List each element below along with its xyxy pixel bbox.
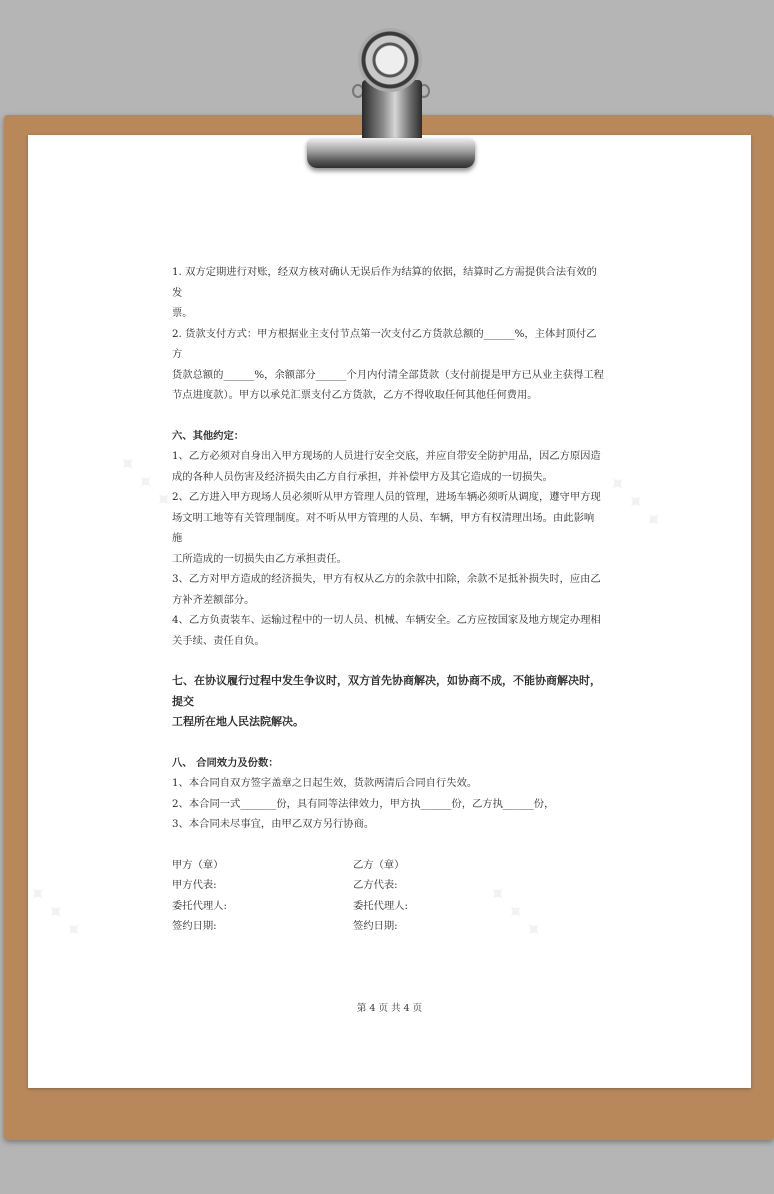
section-8-heading: 八、 合同效力及份数： <box>172 756 279 769</box>
party-a-agent: 委托代理人: <box>172 899 227 912</box>
section-6-line: 场文明工地等有关管理制度。对不听从甲方管理的人员、车辆，甲方有权清理出场。由此影响施 <box>172 511 595 544</box>
section-6-line: 方补齐差额部分。 <box>172 593 255 606</box>
party-a-date: 签约日期: <box>172 920 217 932</box>
binder-clip-bar <box>307 138 475 168</box>
payment-clause-1: 1. 双方定期进行对账，经双方核对确认无误后作为结算的依据，结算时乙方需提供合法有效的发 <box>172 266 597 299</box>
section-8-line: 3、本合同未尽事宜，由甲乙双方另行协商。 <box>172 818 375 830</box>
watermark-mark: ✦ ✦ ✦ <box>111 449 178 516</box>
section-6-line: 3、乙方对甲方造成的经济损失，甲方有权从乙方的余款中扣除，余款不足抵补损失时，应由乙 <box>172 573 601 585</box>
watermark-mark: ✦ ✦ ✦ <box>481 879 548 946</box>
section-6-line: 2、乙方进入甲方现场人员必须听从甲方管理人员的管理，进场车辆必须听从调度，遵守甲方现 <box>172 491 601 503</box>
party-b-date: 签约日期: <box>353 920 398 932</box>
page-number: 第 4 页 共 4 页 <box>356 1003 423 1014</box>
payment-clause-2: 2. 货款支付方式：甲方根据业主支付节点第一次支付乙方货款总额的______%，主体封顶付乙方 <box>172 327 597 360</box>
party-b-representative: 乙方代表: <box>353 879 398 891</box>
document-body <box>172 262 604 937</box>
section-6-line: 关手续、责任自负。 <box>172 634 265 647</box>
section-8-line: 2、本合同一式_______份，具有同等法律效力，甲方执______份，乙方执______份， <box>172 797 555 810</box>
binder-clip-ring <box>358 28 422 92</box>
watermark-mark: ✦ ✦ ✦ <box>601 469 668 536</box>
signature-row <box>172 896 604 917</box>
signature-row <box>172 875 604 896</box>
section-8-line: 1、本合同自双方签字盖章之日起生效，货款两清后合同自行失效。 <box>172 777 478 789</box>
section-6-heading: 六、其他约定： <box>172 429 245 442</box>
payment-clause-1-cont: 票。 <box>172 307 193 319</box>
section-6-line: 1、乙方必须对自身出入甲方现场的人员进行安全交底，并应自带安全防护用品，因乙方原因造 <box>172 450 601 462</box>
section-7-line: 七、在协议履行过程中发生争议时，双方首先协商解决，如协商不成，不能协商解决时，提交 <box>172 674 601 708</box>
watermark-mark: ✦ ✦ ✦ <box>21 879 88 946</box>
section-6-line: 4、乙方负责装车、运输过程中的一切人员、机械、车辆安全。乙方应按国家及地方规定办理相 <box>172 614 601 626</box>
section-6-line: 成的各种人员伤害及经济损失由乙方自行承担，并补偿甲方及其它造成的一切损失。 <box>172 470 553 483</box>
section-7-line: 工程所在地人民法院解决。 <box>172 715 304 728</box>
signature-row <box>172 855 604 876</box>
party-b-agent: 委托代理人: <box>353 899 408 912</box>
party-a-representative: 甲方代表: <box>172 879 217 891</box>
section-6-line: 工所造成的一切损失由乙方承担责任。 <box>172 552 348 565</box>
signature-row <box>172 916 604 937</box>
payment-clause-2-cont2: 节点进度款）。甲方以承兑汇票支付乙方货款，乙方不得收取任何其他任何费用。 <box>172 389 538 401</box>
payment-clause-2-cont: 货款总额的______%，余额部分______个月内付清全部货款（支付前提是甲方已从业主获得工程 <box>172 368 604 381</box>
party-a-seal: 甲方（章） <box>172 858 224 871</box>
party-b-seal: 乙方（章） <box>353 858 405 871</box>
